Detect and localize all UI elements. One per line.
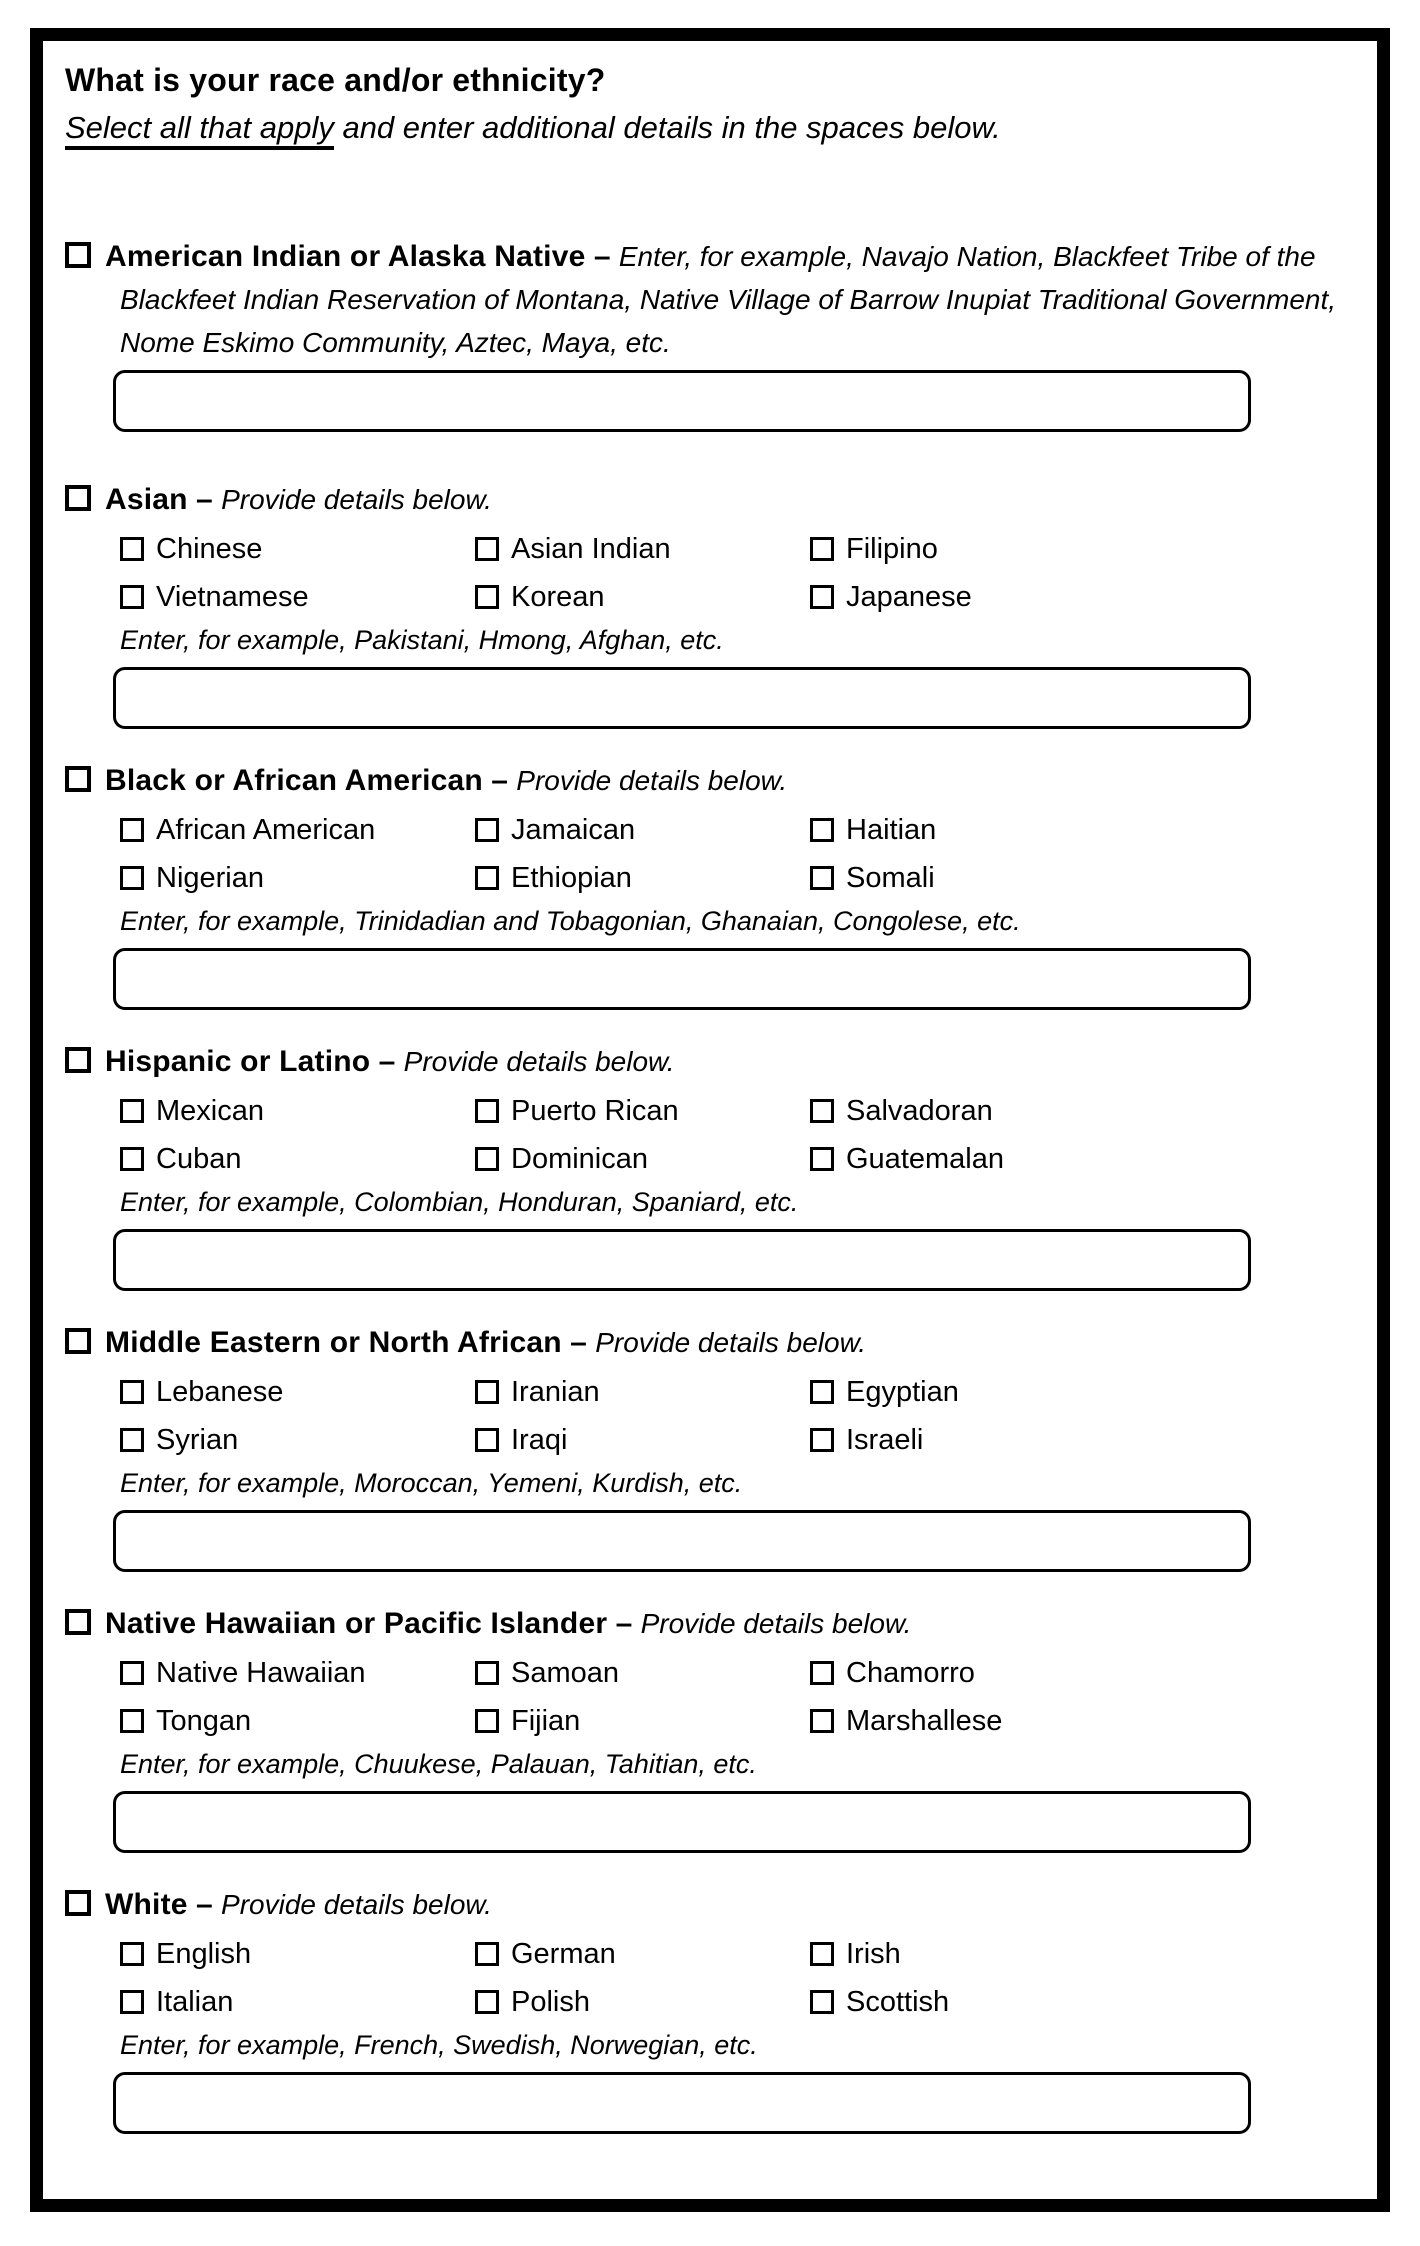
section-header	[65, 1883, 1355, 1926]
option-label: Vietnamese	[156, 580, 309, 613]
options-grid	[120, 525, 1355, 621]
option-guatemalan	[810, 1135, 1355, 1183]
section-description: Provide details below.	[403, 1046, 675, 1077]
checkbox-fijian[interactable]	[475, 1709, 499, 1733]
option-african-american	[120, 806, 475, 854]
dash-separator: –	[196, 1888, 213, 1921]
details-input-american-indian-or-alaska-native[interactable]	[113, 370, 1251, 432]
option-label: Polish	[511, 1985, 590, 2018]
example-text: Enter, for example, Chuukese, Palauan, Tahitian, etc.	[120, 1749, 757, 1779]
section-hispanic-or-latino	[65, 1040, 1355, 1291]
checkbox-iraqi[interactable]	[475, 1428, 499, 1452]
option-label: Samoan	[511, 1656, 620, 1689]
form-instructions	[65, 103, 1355, 153]
section-header	[65, 1602, 1355, 1645]
checkbox-mexican[interactable]	[120, 1099, 144, 1123]
checkbox-dominican[interactable]	[475, 1147, 499, 1171]
checkbox-polish[interactable]	[475, 1990, 499, 2014]
option-israeli	[810, 1416, 1355, 1464]
checkbox-egyptian[interactable]	[810, 1380, 834, 1404]
option-nigerian	[120, 854, 475, 902]
checkbox-syrian[interactable]	[120, 1428, 144, 1452]
dash-separator: –	[491, 764, 508, 797]
details-input-white[interactable]	[113, 2072, 1251, 2134]
checkbox-asian-indian[interactable]	[475, 537, 499, 561]
option-label: Egyptian	[846, 1375, 959, 1408]
dash-separator: –	[570, 1326, 587, 1359]
section-label: American Indian or Alaska Native	[105, 240, 586, 273]
instructions-rest-text: and enter additional details in the spaces below.	[342, 110, 1001, 145]
option-salvadoran	[810, 1087, 1355, 1135]
dash-separator: –	[196, 483, 213, 516]
option-lebanese	[120, 1368, 475, 1416]
section-white	[65, 1883, 1355, 2134]
option-iraqi	[475, 1416, 810, 1464]
checkbox-english[interactable]	[120, 1942, 144, 1966]
option-label: Scottish	[846, 1985, 950, 2018]
details-input-black-or-african-american[interactable]	[113, 948, 1251, 1010]
details-input-asian[interactable]	[113, 667, 1251, 729]
option-label: Italian	[156, 1985, 234, 2018]
section-label: Asian	[105, 483, 188, 516]
section-label: Black or African American	[105, 764, 483, 797]
option-label: Fijian	[511, 1704, 581, 1737]
checkbox-scottish[interactable]	[810, 1990, 834, 2014]
section-header	[65, 1040, 1355, 1083]
option-label: Haitian	[846, 813, 937, 846]
option-label: Chinese	[156, 532, 263, 565]
page-title: What is your race and/or ethnicity?	[65, 62, 606, 98]
checkbox-nigerian[interactable]	[120, 866, 144, 890]
options-grid	[120, 1649, 1355, 1745]
checkbox-vietnamese[interactable]	[120, 585, 144, 609]
checkbox-salvadoran[interactable]	[810, 1099, 834, 1123]
section-label: White	[105, 1888, 188, 1921]
checkbox-tongan[interactable]	[120, 1709, 144, 1733]
option-scottish	[810, 1978, 1355, 2026]
option-native-hawaiian	[120, 1649, 475, 1697]
checkbox-somali[interactable]	[810, 866, 834, 890]
dash-separator: –	[615, 1607, 633, 1640]
section-description: Enter, for example, Navajo Nation, Blackfeet Tribe of the Blackfeet Indian Reservation of Montana, Native Village of Barrow Inupiat Traditional Government, Nome Eskimo Community, Aztec, Maya, etc.	[120, 241, 1337, 358]
option-label: English	[156, 1937, 252, 1970]
option-label: Israeli	[846, 1423, 924, 1456]
example-text: Enter, for example, Colombian, Honduran, Spaniard, etc.	[120, 1187, 799, 1217]
option-label: Lebanese	[156, 1375, 284, 1408]
example-text: Enter, for example, Trinidadian and Tobagonian, Ghanaian, Congolese, etc.	[120, 906, 1021, 936]
option-filipino	[810, 525, 1355, 573]
option-korean	[475, 573, 810, 621]
section-american-indian-or-alaska-native	[65, 235, 1355, 432]
option-mexican	[120, 1087, 475, 1135]
options-grid	[120, 1368, 1355, 1464]
checkbox-middle-eastern-or-north-african[interactable]	[65, 1328, 91, 1354]
section-label: Hispanic or Latino	[105, 1045, 371, 1078]
sections-container	[65, 235, 1355, 2134]
option-label: Puerto Rican	[511, 1094, 679, 1127]
option-label: Irish	[846, 1937, 901, 1970]
option-italian	[120, 1978, 475, 2026]
section-header	[65, 759, 1355, 802]
option-label: Japanese	[846, 580, 972, 613]
checkbox-white[interactable]	[65, 1890, 91, 1916]
example-text: Enter, for example, Moroccan, Yemeni, Kurdish, etc.	[120, 1468, 743, 1498]
option-label: Ethiopian	[511, 861, 632, 894]
checkbox-israeli[interactable]	[810, 1428, 834, 1452]
section-description: Provide details below.	[221, 1889, 492, 1920]
details-input-middle-eastern-or-north-african[interactable]	[113, 1510, 1251, 1572]
option-polish	[475, 1978, 810, 2026]
section-description: Provide details below.	[595, 1327, 867, 1358]
section-middle-eastern-or-north-african	[65, 1321, 1355, 1572]
option-puerto-rican	[475, 1087, 810, 1135]
option-fijian	[475, 1697, 810, 1745]
checkbox-lebanese[interactable]	[120, 1380, 144, 1404]
option-label: Somali	[846, 861, 935, 894]
dash-separator: –	[378, 1045, 396, 1078]
option-marshallese	[810, 1697, 1355, 1745]
checkbox-iranian[interactable]	[475, 1380, 499, 1404]
checkbox-italian[interactable]	[120, 1990, 144, 2014]
section-black-or-african-american	[65, 759, 1355, 1010]
section-description: Provide details below.	[221, 484, 492, 515]
section-header	[65, 478, 1355, 521]
option-label: Syrian	[156, 1423, 239, 1456]
checkbox-marshallese[interactable]	[810, 1709, 834, 1733]
option-label: Native Hawaiian	[156, 1656, 366, 1689]
option-vietnamese	[120, 573, 475, 621]
checkbox-puerto-rican[interactable]	[475, 1099, 499, 1123]
checkbox-black-or-african-american[interactable]	[65, 766, 91, 792]
option-label: Guatemalan	[846, 1142, 1004, 1175]
option-jamaican	[475, 806, 810, 854]
checkbox-irish[interactable]	[810, 1942, 834, 1966]
checkbox-hispanic-or-latino[interactable]	[65, 1047, 91, 1073]
checkbox-jamaican[interactable]	[475, 818, 499, 842]
option-label: African American	[156, 813, 376, 846]
option-label: Cuban	[156, 1142, 242, 1175]
option-label: Jamaican	[511, 813, 636, 846]
options-grid	[120, 1930, 1355, 2026]
option-chamorro	[810, 1649, 1355, 1697]
section-header	[65, 1321, 1355, 1364]
checkbox-japanese[interactable]	[810, 585, 834, 609]
checkbox-guatemalan[interactable]	[810, 1147, 834, 1171]
checkbox-chamorro[interactable]	[810, 1661, 834, 1685]
option-label: Filipino	[846, 532, 938, 565]
option-label: Nigerian	[156, 861, 264, 894]
option-cuban	[120, 1135, 475, 1183]
example-text: Enter, for example, French, Swedish, Norwegian, etc.	[120, 2030, 758, 2060]
option-label: Iranian	[511, 1375, 600, 1408]
checkbox-native-hawaiian-or-pacific-islander[interactable]	[65, 1609, 91, 1635]
option-label: German	[511, 1937, 616, 1970]
option-label: Mexican	[156, 1094, 264, 1127]
instructions-underlined-text: Select all that apply	[65, 110, 334, 150]
option-japanese	[810, 573, 1355, 621]
checkbox-american-indian-or-alaska-native[interactable]	[65, 242, 91, 268]
option-label: Asian Indian	[511, 532, 671, 565]
option-iranian	[475, 1368, 810, 1416]
section-description: Provide details below.	[640, 1608, 912, 1639]
section-label: Middle Eastern or North African	[105, 1326, 562, 1359]
details-input-hispanic-or-latino[interactable]	[113, 1229, 1251, 1291]
checkbox-haitian[interactable]	[810, 818, 834, 842]
option-asian-indian	[475, 525, 810, 573]
checkbox-native-hawaiian[interactable]	[120, 1661, 144, 1685]
option-label: Chamorro	[846, 1656, 975, 1689]
checkbox-chinese[interactable]	[120, 537, 144, 561]
option-samoan	[475, 1649, 810, 1697]
option-egyptian	[810, 1368, 1355, 1416]
option-label: Iraqi	[511, 1423, 568, 1456]
option-haitian	[810, 806, 1355, 854]
option-ethiopian	[475, 854, 810, 902]
checkbox-korean[interactable]	[475, 585, 499, 609]
section-description: Provide details below.	[516, 765, 788, 796]
option-somali	[810, 854, 1355, 902]
checkbox-asian[interactable]	[65, 485, 91, 511]
form-frame	[30, 28, 1390, 2212]
section-asian	[65, 478, 1355, 729]
option-label: Marshallese	[846, 1704, 1003, 1737]
checkbox-cuban[interactable]	[120, 1147, 144, 1171]
options-grid	[120, 1087, 1355, 1183]
section-header	[65, 235, 1355, 364]
options-grid	[120, 806, 1355, 902]
option-label: Korean	[511, 580, 605, 613]
option-irish	[810, 1930, 1355, 1978]
checkbox-samoan[interactable]	[475, 1661, 499, 1685]
option-german	[475, 1930, 810, 1978]
option-label: Dominican	[511, 1142, 648, 1175]
option-label: Tongan	[156, 1704, 252, 1737]
details-input-native-hawaiian-or-pacific-islander[interactable]	[113, 1791, 1251, 1853]
option-syrian	[120, 1416, 475, 1464]
option-english	[120, 1930, 475, 1978]
checkbox-german[interactable]	[475, 1942, 499, 1966]
example-text: Enter, for example, Pakistani, Hmong, Afghan, etc.	[120, 625, 724, 655]
option-label: Salvadoran	[846, 1094, 993, 1127]
checkbox-ethiopian[interactable]	[475, 866, 499, 890]
section-label: Native Hawaiian or Pacific Islander	[105, 1607, 608, 1640]
section-native-hawaiian-or-pacific-islander	[65, 1602, 1355, 1853]
checkbox-african-american[interactable]	[120, 818, 144, 842]
dash-separator: –	[593, 240, 611, 273]
option-tongan	[120, 1697, 475, 1745]
option-chinese	[120, 525, 475, 573]
option-dominican	[475, 1135, 810, 1183]
checkbox-filipino[interactable]	[810, 537, 834, 561]
